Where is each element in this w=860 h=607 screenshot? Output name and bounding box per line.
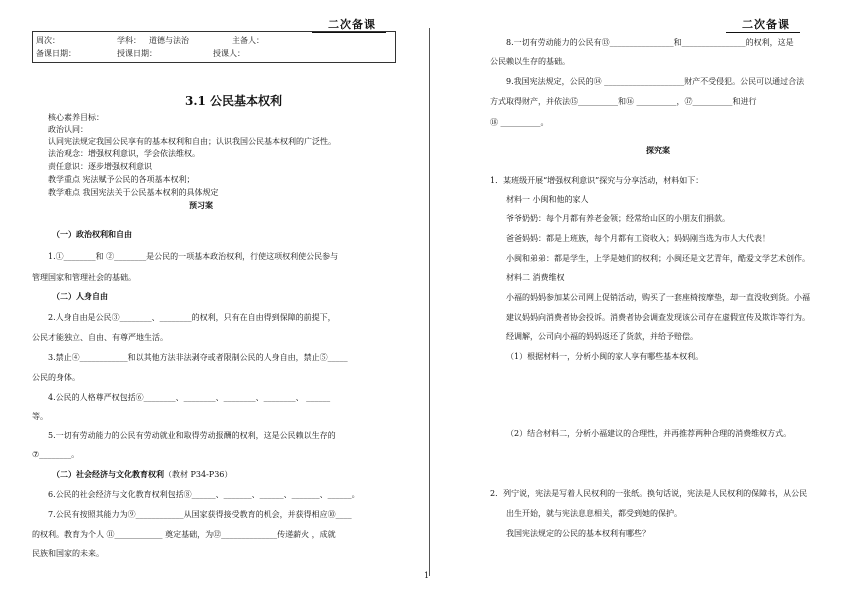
question-line: 民族和国家的未来。 (32, 549, 104, 558)
material-line: 小福的妈妈参加某公司网上促销活动，购买了一套座椅按摩垫，却一直没收到货。小福 (506, 293, 810, 302)
explore-title: 探究案 (646, 145, 670, 155)
question-line: ⑦________。 (32, 450, 80, 459)
literacy-line: 政治认同： (48, 125, 88, 134)
column-divider (429, 28, 430, 576)
material-line: 爷爷奶奶：每个月都有养老金领；经常给山区的小朋友们捐款。 (506, 214, 730, 223)
material-line: 小闽和弟弟：都是学生，上学是她们的权利；小闽还是文艺青年，酷爱文学艺术创作。 (506, 254, 810, 263)
subject-value: 道德与法治 (149, 36, 189, 45)
question-line: 公民赖以生存的基础。 (490, 57, 570, 66)
question-line: 等。 (32, 412, 48, 421)
teach-date-label: 授课日期： (117, 49, 157, 58)
material-line: 建议妈妈向消费者协会投诉。消费者协会调查发现该公司存在虚假宣传及欺诈等行为。 (506, 313, 810, 322)
section-heading: （二）人身自由 (52, 291, 108, 301)
explore-line: 出生开始，就与宪法息息相关，都受到她的保护。 (506, 509, 682, 518)
section-heading: （二）社会经济与文化教育权利 (52, 469, 164, 479)
question-line: 7.公民有按照其能力为⑨____________从国家获得接受教育的机会，并获得相应⑩____ (48, 510, 352, 519)
question-line: 公民才能独立、自由、有尊严地生活。 (32, 333, 168, 342)
page-number: 1 (424, 571, 430, 580)
question-line: 2.人身自由是公民③________、________的权利，只有在自由得到保障的前提下， (48, 313, 336, 322)
lead-label: 主备人： (232, 36, 264, 45)
literacy-line: 认同宪法规定我国公民享有的基本权利和自由；认识我国公民基本权利的广泛性。 (48, 137, 336, 146)
explore-question: （1）根据材料一，分析小闽的家人享有哪些基本权利。 (506, 352, 704, 361)
question-line: ⑱ __________。 (490, 118, 549, 127)
question-line: 管理国家和管理社会的基础。 (32, 273, 136, 282)
literacy-line: 教学难点 我国宪法关于公民基本权利的具体规定 (48, 188, 219, 197)
question-line: 5.一切有劳动能力的公民有劳动就业和取得劳动报酬的权利，这是公民赖以生存的 (48, 431, 336, 440)
explore-question: （2）结合材料二，分析小福建议的合理性，并再推荐两种合理的消费维权方式。 (506, 429, 792, 438)
material-title: 材料二 消费维权 (506, 273, 565, 282)
question-line: 1.①________和 ②________是公民的一项基本政治权利，行使这项权利使公民参与 (48, 252, 339, 261)
explore-question: 我国宪法规定的公民的基本权利有哪些？ (506, 529, 650, 538)
question-line: 9.我国宪法规定，公民的⑭ ____________________财产不受侵犯。公民可以通过合法 (506, 77, 805, 86)
literacy-line: 责任意识：逐步增强权利意识 (48, 162, 152, 171)
section-heading: （一）政治权利和自由 (52, 229, 132, 239)
question-line: 6.公民的社会经济与文化教育权利包括⑧______、_______、______、_______、______。 (48, 490, 360, 499)
question-line: 8.一切有劳动能力的公民有⑬________________和________________的权利，这是 (506, 38, 794, 47)
question-line: 4.公民的人格尊严权包括⑥________、________、________、________、 ______ (48, 393, 331, 402)
week-label: 周次： (36, 36, 60, 45)
question-line: 方式取得财产，并依法⑮__________和⑯ __________，⑰__________和进行 (490, 97, 757, 106)
literacy-line: 教学重点 宪法赋予公民的各项基本权利； (48, 175, 195, 184)
explore-line: 2．列宁说，宪法是写着人民权利的一张纸。换句话说，宪法是人民权利的保障书，从公民 (490, 489, 808, 498)
subject-label: 学科： (117, 36, 141, 45)
prep-date-label: 备课日期： (36, 49, 76, 58)
teacher-label: 授课人： (213, 49, 245, 58)
question-line: 3.禁止④____________和以其他方法非法剥夺或者限制公民的人身自由，禁止⑤_____ (48, 353, 348, 362)
section-heading-row (52, 469, 232, 480)
material-line: 爸爸妈妈：都是上班族，每个月都有工资收入；妈妈刚当选为市人大代表！ (506, 234, 770, 243)
literacy-line: 法治观念：增强权利意识，学会依法维权。 (48, 149, 200, 158)
material-line: 经调解，公司向小福的妈妈返还了货款，并给予赔偿。 (506, 332, 698, 341)
header-label-left: 二次备课 (312, 16, 386, 33)
section-reference: （教材 P34-P36） (164, 470, 233, 479)
preview-title: 预习案 (189, 200, 213, 210)
page-title: 3.1 公民基本权利 (185, 94, 283, 108)
explore-intro: 1．某班级开展“增强权利意识”探究与分享活动，材料如下： (490, 176, 704, 185)
literacy-line: 核心素养目标： (48, 113, 104, 122)
info-box (32, 31, 396, 63)
material-title: 材料一 小闽和他的家人 (506, 195, 589, 204)
question-line: 的权利。教育为个人 ⑪____________ 奠定基础，为⑫______________传递薪火 ，成就 (32, 530, 336, 539)
question-line: 公民的身体。 (32, 373, 80, 382)
header-label-right: 二次备课 (726, 16, 800, 33)
